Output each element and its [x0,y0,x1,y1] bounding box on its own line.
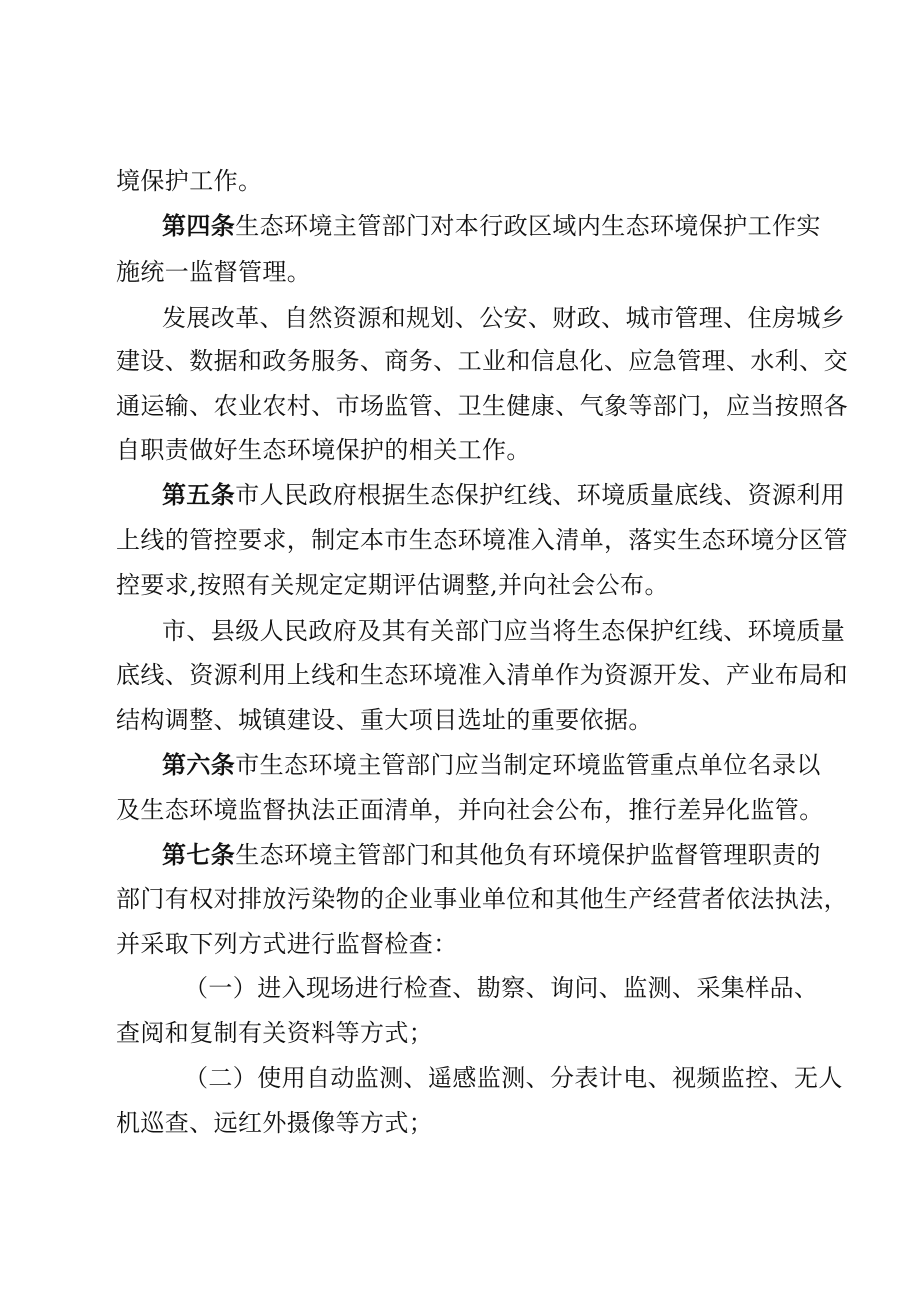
line-text: 及生态环境监督执法正面清单，并向社会公布，推行差异化监管。 [116,796,824,824]
line-text: 发展改革、自然资源和规划、公安、财政、城市管理、住房城乡 [162,304,846,332]
article-7-paragraph [0,839,920,871]
line-text: 境保护工作。 [116,167,263,195]
text-line [0,390,920,422]
article-heading: 第七条 [162,841,236,869]
text-line [0,615,920,647]
article-4-paragraph [0,210,920,242]
line-text: 生态环境主管部门对本行政区域内生态环境保护工作实 [235,212,821,240]
text-line [0,1017,920,1049]
text-line [0,659,920,691]
line-text: （一）进入现场进行检查、勘察、询问、监测、采集样品、 [184,974,819,1002]
line-text: 市人民政府根据生态保护红线、环境质量底线、资源利用 [235,481,846,509]
line-text: 机巡查、远红外摄像等方式； [116,1109,434,1137]
line-text: 生态环境主管部门和其他负有环境保护监督管理职责的 [235,841,821,869]
line-text: 市、县级人民政府及其有关部门应当将生态保护红线、环境质量 [162,617,846,645]
line-text: 底线、资源利用上线和生态环境准入清单作为资源开发、产业布局和 [116,661,848,689]
text-line [0,302,920,334]
line-text: 结构调整、城镇建设、重大项目选址的重要依据。 [116,706,653,734]
text-line [0,794,920,826]
text-line [0,569,920,601]
article-5-paragraph [0,479,920,511]
list-item [0,972,920,1004]
line-text: 查阅和复制有关资料等方式； [116,1019,434,1047]
line-text: 建设、数据和政务服务、商务、工业和信息化、应急管理、水利、交 [116,347,848,375]
text-line [0,1107,920,1139]
line-text: 自职责做好生态环境保护的相关工作。 [116,436,531,464]
line-text: 部门有权对排放污染物的企业事业单位和其他生产经营者依法执法， [116,885,848,913]
line-text: 施统一监督管理。 [116,258,312,286]
line-text: 控要求,按照有关规定定期评估调整,并向社会公布。 [116,571,669,599]
article-heading: 第六条 [162,751,236,779]
line-text: 通运输、农业农村、市场监管、卫生健康、气象等部门，应当按照各 [116,392,848,420]
text-line [0,345,920,377]
article-heading: 第五条 [162,481,236,509]
article-heading: 第四条 [162,212,236,240]
text-line [0,256,920,288]
article-6-paragraph [0,749,920,781]
text-line [0,883,920,915]
text-line [0,434,920,466]
text-line [0,524,920,556]
line-text: 上线的管控要求，制定本市生态环境准入清单，落实生态环境分区管 [116,526,848,554]
list-item [0,1062,920,1094]
text-line [0,165,920,197]
line-text: （二）使用自动监测、遥感监测、分表计电、视频监控、无人 [184,1064,843,1092]
text-line [0,928,920,960]
text-line [0,704,920,736]
line-text: 并采取下列方式进行监督检查： [116,930,458,958]
line-text: 市生态环境主管部门应当制定环境监管重点单位名录以 [235,751,821,779]
